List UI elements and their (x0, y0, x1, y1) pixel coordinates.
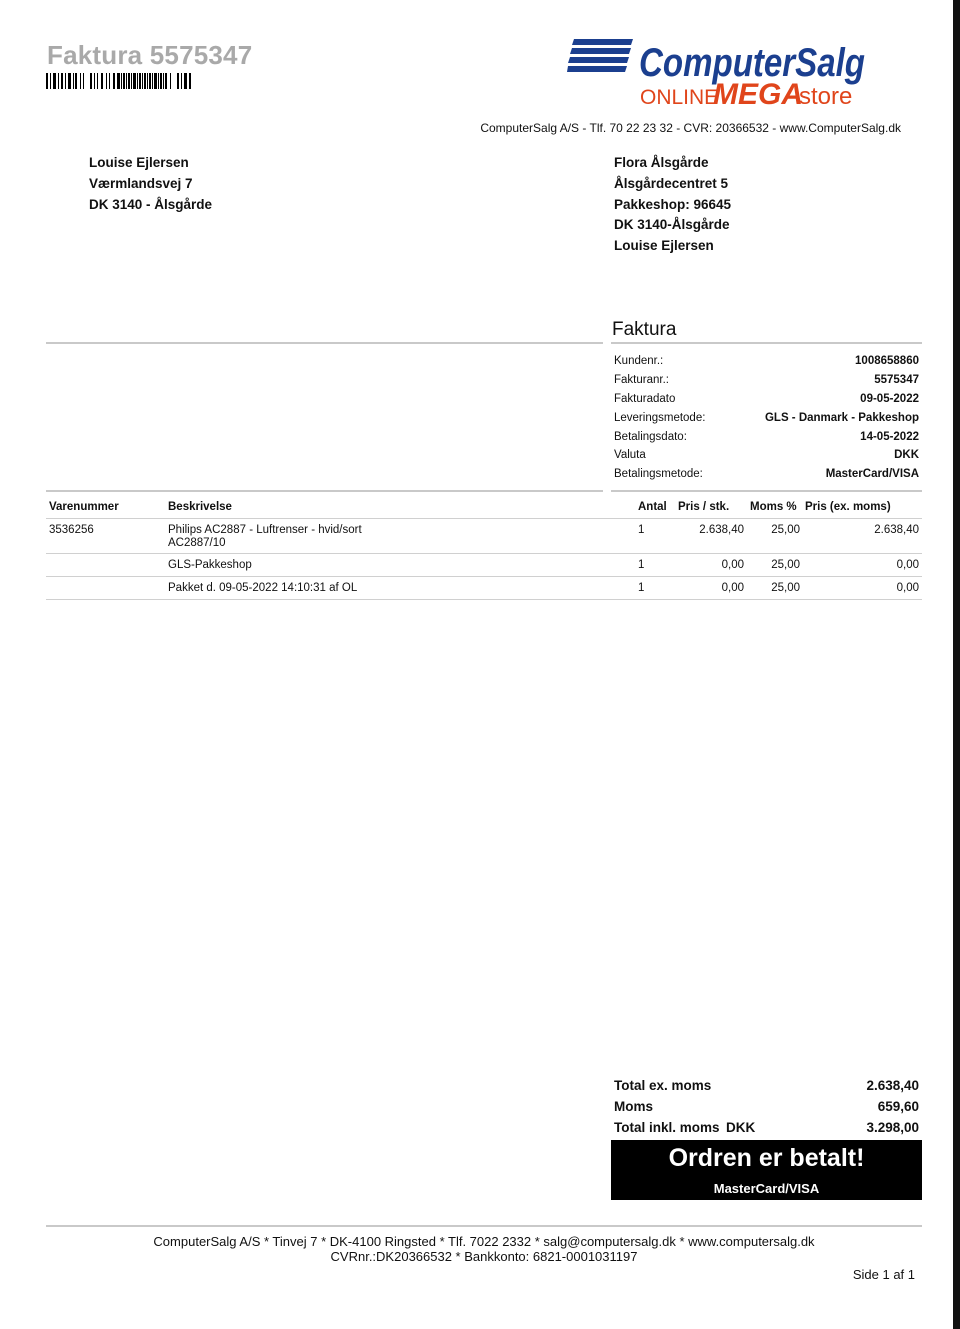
row-pris-stk: 0,00 (721, 559, 744, 571)
delivery-street: Ålsgårdecentret 5 (614, 175, 729, 191)
delivery-recipient: Louise Ejlersen (614, 238, 714, 254)
total-incl-moms-label: Total inkl. moms (614, 1119, 720, 1135)
svg-text:ONLINE: ONLINE (640, 86, 719, 109)
billing-city: DK 3140 - Ålsgårde (89, 196, 213, 212)
col-header-beskrivelse: Beskrivelse (168, 501, 232, 513)
row-beskrivelse: Philips AC2887 - Luftrenser - hvid/sort (168, 524, 362, 536)
moms-row (614, 1097, 919, 1118)
row-pris-ex-moms: 0,00 (896, 582, 919, 594)
row-moms: 25,00 (771, 524, 800, 536)
footer-line-2: CVRnr.:DK20366532 * Bankkonto: 6821-0001031197 (330, 1248, 638, 1264)
billing-address (89, 153, 212, 215)
barcode (46, 73, 191, 89)
row-beskrivelse: Pakket d. 09-05-2022 14:10:31 af OL (168, 582, 358, 594)
svg-text:MEGA: MEGA (713, 78, 803, 111)
col-header-pris-stk: Pris / stk. (678, 501, 730, 513)
divider (611, 342, 922, 344)
page-edge (953, 0, 960, 1329)
paid-title: Ordren er betalt! (668, 1144, 865, 1172)
svg-text:ComputerSalg: ComputerSalg (639, 41, 865, 85)
delivery-name: Flora Ålsgårde (614, 155, 709, 170)
paid-banner (611, 1140, 922, 1200)
info-row-currency: Valuta DKK (614, 449, 919, 462)
page-number: Side 1 af 1 (852, 1267, 915, 1282)
total-ex-moms-row (614, 1076, 919, 1097)
info-row-delivery-method: Leveringsmetode: GLS - Danmark - Pakkeshop (614, 411, 919, 424)
moms-value: 659,60 (877, 1098, 919, 1114)
moms-label: Moms (614, 1098, 654, 1114)
row-antal: 1 (638, 524, 645, 536)
col-header-varenummer: Varenummer (49, 501, 119, 513)
info-row-payment-date: Betalingsdato: 14-05-2022 (614, 430, 919, 443)
total-ex-moms-label: Total ex. moms (614, 1078, 712, 1093)
delivery-address (614, 153, 731, 257)
billing-name: Louise Ejlersen (89, 155, 189, 170)
table-row (46, 519, 922, 554)
svg-text:store: store (799, 83, 853, 110)
total-incl-moms-value: 3.298,00 (866, 1119, 919, 1135)
delivery-city: DK 3140-Ålsgårde (614, 217, 730, 233)
total-ex-moms-value: 2.638,40 (866, 1078, 919, 1093)
info-row-payment-method: Betalingsmetode: MasterCard/VISA (614, 468, 919, 481)
totals-block (614, 1076, 919, 1138)
col-header-antal: Antal (638, 501, 667, 513)
logo-speed-lines-icon (567, 39, 633, 72)
row-pris-stk: 2.638,40 (699, 524, 744, 536)
table-row (46, 577, 922, 600)
row-moms: 25,00 (771, 559, 800, 571)
info-row-customer-number: Kundenr.: 1008658860 (614, 355, 919, 367)
row-antal: 1 (638, 582, 645, 594)
company-contact-line: ComputerSalg A/S - Tlf. 70 22 23 32 - CVR: 20366532 - www.ComputerSalg.dk (480, 121, 901, 135)
footer (46, 1235, 922, 1264)
row-pris-ex-moms: 0,00 (896, 559, 919, 571)
info-row-invoice-number: Fakturanr.: 5575347 (614, 373, 919, 386)
invoice-info-table (614, 352, 919, 484)
total-currency: DKK (726, 1119, 756, 1135)
col-header-moms: Moms % (750, 501, 797, 513)
col-header-pris-ex-moms: Pris (ex. moms) (805, 501, 891, 513)
divider (611, 490, 922, 492)
row-varenummer: 3536256 (49, 524, 94, 536)
billing-street: Værmlandsvej 7 (89, 175, 193, 191)
table-row (46, 554, 922, 577)
divider (46, 342, 603, 344)
total-incl-moms-row (614, 1118, 919, 1139)
row-antal: 1 (638, 559, 645, 571)
row-beskrivelse: GLS-Pakkeshop (168, 559, 252, 571)
divider (46, 490, 603, 492)
computersalg-logo (567, 36, 872, 110)
line-items-table (46, 496, 922, 600)
paid-method: MasterCard/VISA (713, 1181, 820, 1196)
row-beskrivelse-line2: AC2887/10 (168, 537, 226, 549)
footer-line-1: ComputerSalg A/S * Tinvej 7 * DK-4100 Ringsted * Tlf. 7022 2332 * salg@computersalg.dk * www.computersalg.dk (153, 1234, 815, 1249)
row-moms: 25,00 (771, 582, 800, 594)
row-pris-stk: 0,00 (721, 582, 744, 594)
row-pris-ex-moms: 2.638,40 (874, 524, 919, 536)
table-header (46, 496, 922, 519)
invoice-title: Faktura 5575347 (47, 40, 253, 70)
footer-divider (46, 1225, 922, 1227)
invoice-heading: Faktura (612, 319, 677, 340)
delivery-pakkeshop: Pakkeshop: 96645 (614, 196, 732, 212)
info-row-invoice-date: Fakturadato 09-05-2022 (614, 392, 919, 405)
